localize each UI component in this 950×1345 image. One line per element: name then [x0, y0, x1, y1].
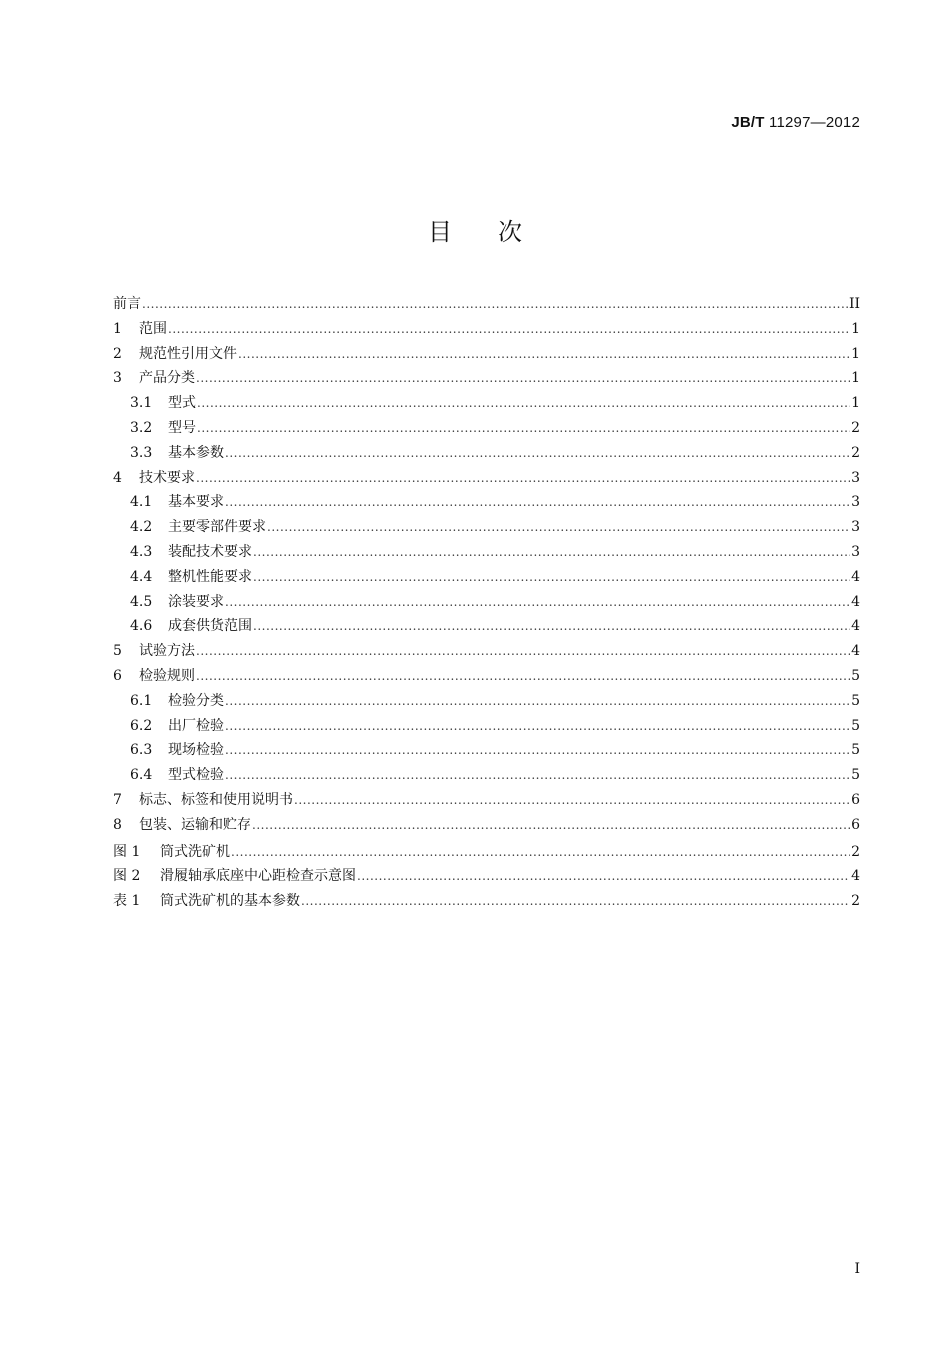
toc-entry-page: 1 [851, 320, 860, 337]
toc-leader-dots [357, 869, 850, 883]
toc-entry-title: 前言 [113, 296, 141, 312]
toc-entry-title: 试验方法 [139, 643, 195, 660]
toc-entry-title: 整机性能要求 [168, 568, 252, 585]
standard-code-number: 11297—2012 [769, 114, 860, 131]
toc-entry[interactable] [113, 640, 860, 665]
toc-entry-page: 4 [851, 593, 860, 610]
toc-entry-page: 4 [851, 618, 860, 635]
toc-entry-page: 5 [851, 767, 860, 784]
toc-entry-number: 4.1 [130, 494, 153, 511]
toc-entry[interactable] [113, 516, 860, 541]
toc-entry-title: 包装、运输和贮存 [139, 816, 251, 833]
toc-entry-page: 3 [851, 469, 860, 486]
toc-figure-entry[interactable] [113, 865, 860, 890]
toc-entry-title: 型号 [168, 419, 196, 436]
toc-entry-page: 6 [851, 791, 860, 808]
toc-entry[interactable] [113, 814, 860, 839]
toc-entry[interactable] [113, 764, 860, 789]
toc-entry-number: 3.3 [130, 444, 153, 461]
toc-leader-dots [196, 669, 850, 683]
toc-leader-dots [197, 421, 850, 435]
toc-entry-page: 1 [851, 395, 860, 412]
toc-entry-title: 出厂检验 [168, 717, 224, 734]
toc-leader-dots [253, 545, 850, 559]
toc-entry-number: 6 [113, 667, 122, 684]
toc-entry[interactable] [113, 566, 860, 591]
toc-leader-dots [231, 845, 850, 859]
toc-entry-title: 产品分类 [139, 370, 195, 387]
toc-entry-title: 现场检验 [168, 742, 224, 759]
toc-leader-dots [267, 520, 850, 534]
toc-entry-title: 型式检验 [168, 767, 224, 784]
toc-entry-title: 技术要求 [139, 469, 195, 486]
toc-entry[interactable] [113, 541, 860, 566]
toc-leader-dots [253, 619, 850, 633]
toc-entry-page: 4 [851, 868, 860, 885]
toc-entry-number: 7 [113, 791, 122, 808]
toc-entry-page: 3 [851, 543, 860, 560]
toc-entry-page: 3 [851, 519, 860, 536]
toc-entry-title: 规范性引用文件 [139, 345, 237, 362]
toc-entry-page: 2 [851, 843, 860, 860]
toc-entry-number: 4.3 [130, 543, 153, 560]
toc-entry[interactable] [113, 392, 860, 417]
toc-entry-page: 2 [851, 893, 860, 910]
toc-leader-dots [238, 347, 850, 361]
toc-entry[interactable] [113, 343, 860, 368]
toc-entry-page: 2 [851, 419, 860, 436]
toc-entry-page: II [848, 296, 860, 312]
toc-leader-dots [225, 595, 850, 609]
page-number: I [854, 1261, 860, 1277]
toc-entry-title: 基本参数 [168, 444, 224, 461]
toc-entry[interactable] [113, 467, 860, 492]
toc-entry-title: 装配技术要求 [168, 543, 252, 560]
table-of-contents [113, 293, 860, 915]
toc-leader-dots [252, 818, 850, 832]
standard-code-prefix: JB/T [731, 114, 765, 131]
toc-leader-dots [294, 793, 850, 807]
toc-figure-entry[interactable] [113, 841, 860, 866]
toc-entry-number: 4 [113, 469, 122, 486]
toc-entry-number: 4.5 [130, 593, 153, 610]
toc-entry-number: 图 2 [113, 868, 141, 885]
toc-entry-page: 6 [851, 816, 860, 833]
toc-entry[interactable] [113, 715, 860, 740]
toc-leader-dots [225, 768, 850, 782]
toc-entry-title: 基本要求 [168, 494, 224, 511]
toc-entry-page: 1 [851, 345, 860, 362]
toc-entry-title: 滑履轴承底座中心距检查示意图 [160, 868, 356, 885]
toc-entry[interactable] [113, 665, 860, 690]
toc-entry-number: 图 1 [113, 843, 141, 860]
toc-entry-number: 6.4 [130, 767, 153, 784]
toc-entry-page: 4 [851, 568, 860, 585]
toc-entry[interactable] [113, 615, 860, 640]
toc-entry-number: 3 [113, 370, 122, 387]
toc-entry-title: 检验规则 [139, 667, 195, 684]
toc-leader-dots [197, 396, 850, 410]
toc-leader-dots [301, 894, 850, 908]
toc-leader-dots [168, 322, 850, 336]
toc-entry[interactable] [113, 690, 860, 715]
toc-leader-dots [225, 694, 850, 708]
toc-entry-page: 5 [851, 717, 860, 734]
toc-entry-number: 3.2 [130, 419, 153, 436]
toc-entry-title: 筒式洗矿机 [160, 843, 230, 860]
toc-entry-title: 标志、标签和使用说明书 [139, 791, 293, 808]
toc-entry[interactable] [113, 739, 860, 764]
toc-entry[interactable] [113, 789, 860, 814]
toc-entry-page: 5 [851, 692, 860, 709]
toc-leader-dots [196, 371, 850, 385]
toc-leader-dots [225, 743, 850, 757]
toc-entry-number: 表 1 [113, 893, 141, 910]
toc-leader-dots [196, 644, 850, 658]
toc-entry-page: 4 [851, 643, 860, 660]
toc-entry-title: 成套供货范围 [168, 618, 252, 635]
toc-entry-page: 2 [851, 444, 860, 461]
toc-entry-number: 4.4 [130, 568, 153, 585]
toc-entry-number: 5 [113, 643, 122, 660]
toc-entry-title: 筒式洗矿机的基本参数 [160, 893, 300, 910]
toc-entry[interactable] [113, 442, 860, 467]
toc-entry-title: 型式 [168, 395, 196, 412]
toc-entry-page: 1 [851, 370, 860, 387]
toc-figure-entry[interactable] [113, 890, 860, 915]
toc-entry-title: 涂装要求 [168, 593, 224, 610]
toc-entry[interactable] [113, 417, 860, 442]
toc-leader-dots [142, 297, 848, 311]
toc-entry-number: 8 [113, 816, 122, 833]
toc-entry[interactable] [113, 591, 860, 616]
toc-leader-dots [225, 719, 850, 733]
toc-entry-number: 4.2 [130, 519, 153, 536]
toc-entry[interactable] [113, 293, 860, 318]
toc-entry-page: 3 [851, 494, 860, 511]
toc-leader-dots [225, 495, 850, 509]
toc-entry[interactable] [113, 367, 860, 392]
toc-entry-number: 3.1 [130, 395, 153, 412]
toc-leader-dots [253, 570, 850, 584]
toc-entry-number: 2 [113, 345, 122, 362]
toc-entry-number: 6.1 [130, 692, 153, 709]
toc-leader-dots [196, 471, 850, 485]
toc-entry-title: 主要零部件要求 [168, 519, 266, 536]
toc-leader-dots [225, 446, 850, 460]
toc-entry-number: 4.6 [130, 618, 153, 635]
standard-code [731, 114, 860, 131]
toc-entry-number: 6.3 [130, 742, 153, 759]
toc-entry[interactable] [113, 318, 860, 343]
toc-entry-page: 5 [851, 667, 860, 684]
toc-entry-title: 检验分类 [168, 692, 224, 709]
toc-entry-page: 5 [851, 742, 860, 759]
toc-entry-title: 范围 [139, 320, 167, 337]
page-title: 目次 [428, 218, 568, 246]
toc-entry[interactable] [113, 491, 860, 516]
toc-entry-number: 1 [113, 320, 122, 337]
toc-entry-number: 6.2 [130, 717, 153, 734]
